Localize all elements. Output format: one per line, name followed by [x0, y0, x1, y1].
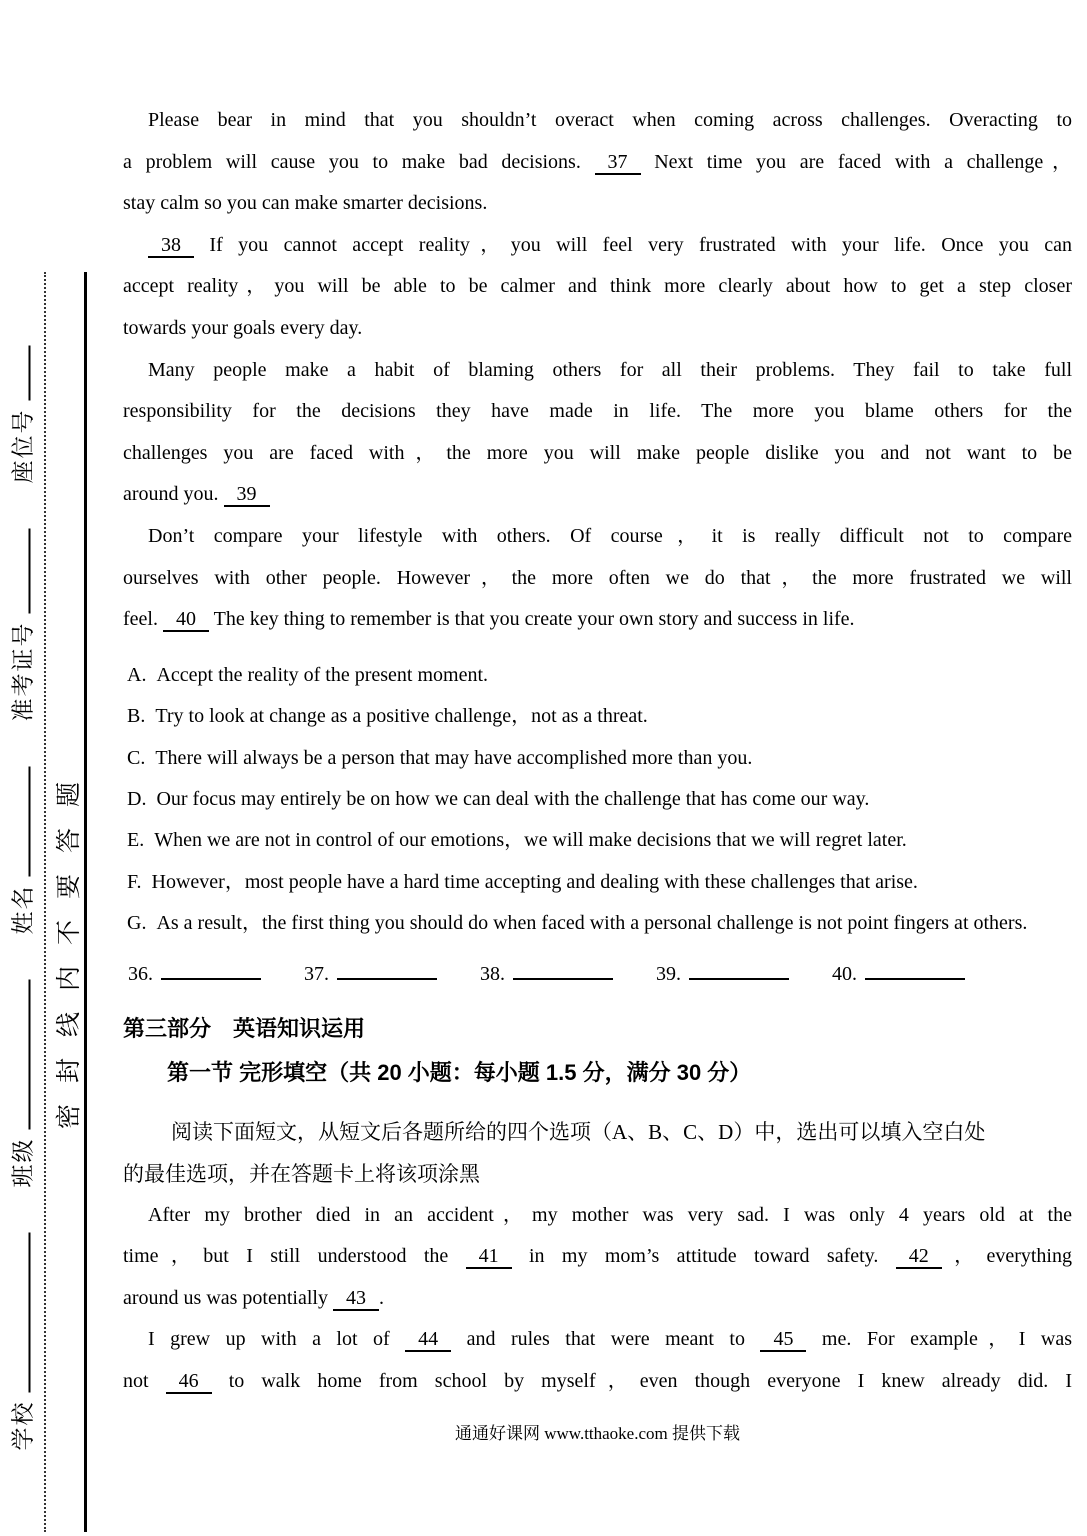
margin-field-label: 姓名 — [10, 884, 36, 935]
answer-rule — [161, 976, 261, 980]
student-info-fields — [5, 346, 35, 1451]
option-letter: B. — [127, 705, 146, 728]
inline-blank: 40 — [163, 608, 209, 632]
option-item — [123, 779, 1072, 820]
margin-field-label: 座位号 — [10, 408, 36, 484]
option-text: However，most people have a hard time accepting and dealing with these challenges that arise. — [151, 870, 918, 893]
answer-blank — [480, 963, 656, 986]
option-text: Try to look at change as a positive challenge，not as a threat. — [155, 705, 648, 728]
seal-solid-line — [84, 272, 87, 1532]
text-line: accept reality，you will be able to be calmer and think more clearly about how to get a step closer — [123, 275, 1072, 298]
text-line: feel. 40 The key thing to remember is that you create your own story and success in life. — [123, 608, 855, 631]
margin-field-blank — [27, 1233, 31, 1393]
seal-warning-text: 密封线内不要答题 — [56, 760, 83, 1129]
answer-number: 37. — [304, 962, 329, 985]
answer-blank — [656, 963, 832, 986]
option-letter: D. — [127, 787, 147, 810]
option-item — [123, 862, 1072, 903]
option-list — [123, 655, 1072, 945]
inline-blank: 37 — [595, 151, 641, 175]
main-content — [123, 100, 1072, 1403]
inline-blank: 45 — [760, 1328, 806, 1352]
answer-blank-row — [123, 963, 1072, 1005]
text-line: stay calm so you can make smarter decisions. — [123, 192, 488, 215]
answer-blank — [128, 963, 304, 986]
inline-blank: 39 — [224, 483, 270, 507]
margin-field — [5, 1233, 38, 1451]
margin-field-blank — [27, 767, 31, 877]
text-line: 的最佳选项，并在答题卡上将该项涂黑 — [123, 1161, 480, 1186]
margin-field-blank — [27, 346, 31, 401]
cloze-instructions — [123, 1111, 1072, 1195]
text-line: a problem will cause you to make bad decisions. 37 Next time you are faced with a challenge， — [123, 150, 1073, 173]
inline-blank: 38 — [148, 234, 194, 258]
option-letter: C. — [127, 746, 146, 769]
margin-field — [5, 529, 38, 722]
text-line: After my brother died in an accident，my mother was very sad. I was only 4 years old at the — [148, 1203, 1072, 1226]
text-line: around us was potentially 43 . — [123, 1286, 384, 1309]
cloze-passage — [123, 1195, 1072, 1403]
inline-blank: 41 — [466, 1245, 512, 1269]
text-line: I grew up with a lot of 44 and rules that were meant to 45 me. For example，I was — [148, 1328, 1072, 1351]
margin-field-blank — [27, 529, 31, 614]
seal-dashed-line — [44, 272, 46, 1532]
inline-blank: 44 — [405, 1328, 451, 1352]
answer-rule — [865, 976, 965, 980]
answer-number: 40. — [832, 962, 857, 985]
text-line: towards your goals every day. — [123, 316, 363, 339]
text-line: 38 If you cannot accept reality，you will feel very frustrated with your life. Once you can — [123, 225, 1072, 267]
answer-number: 36. — [128, 962, 153, 985]
option-item — [123, 696, 1072, 737]
answer-rule — [513, 976, 613, 980]
option-letter: A. — [127, 663, 147, 686]
inline-blank: 46 — [166, 1370, 212, 1394]
option-text: Accept the reality of the present moment. — [156, 663, 488, 686]
text-line: responsibility for the decisions they have made in life. The more you blame others for the — [123, 400, 1072, 423]
answer-number: 39. — [656, 962, 681, 985]
answer-number: 38. — [480, 962, 505, 985]
option-text: When we are not in control of our emotions，we will make decisions that we will regret later. — [154, 829, 907, 852]
margin-field-blank — [27, 980, 31, 1130]
option-item — [123, 903, 1072, 944]
inline-blank: 43 — [333, 1287, 379, 1311]
margin-field-label: 准考证号 — [10, 621, 36, 722]
option-text: As a result，the first thing you should do when faced with a personal challenge is not point fingers at others. — [156, 912, 1028, 935]
part3-title: 第三部分 英语知识运用 — [123, 1015, 366, 1041]
option-item — [123, 820, 1072, 861]
answer-rule — [337, 976, 437, 980]
option-letter: G. — [127, 912, 147, 935]
text-line: Please bear in mind that you shouldn’t overact when coming across challenges. Overacting to — [148, 109, 1072, 131]
option-text: Our focus may entirely be on how we can deal with the challenge that has come our way. — [156, 787, 870, 810]
option-letter: F. — [127, 870, 142, 893]
answer-blank — [832, 963, 1008, 986]
text-line: Many people make a habit of blaming others for all their problems. They fail to take full — [148, 358, 1072, 381]
inline-blank: 42 — [896, 1245, 942, 1269]
answer-rule — [689, 976, 789, 980]
text-line: ourselves with other people. However，the more often we do that，the more frustrated we will — [123, 566, 1072, 589]
text-line: around you. 39 — [123, 474, 1072, 516]
option-item — [123, 738, 1072, 779]
margin-field — [5, 980, 38, 1188]
reading-passage — [123, 100, 1072, 641]
margin-field — [5, 767, 38, 935]
text-line: Don’t compare your lifestyle with others. Of course，it is really difficult not to compare — [148, 524, 1072, 547]
footer-watermark: 通通好课网 www.tthaoke.com 提供下载 — [454, 1424, 741, 1443]
text-line: 阅读下面短文，从短文后各题所给的四个选项（A、B、C、D）中，选出可以填入空白处 — [171, 1119, 986, 1144]
text-line: time，but I still understood the 41 in my mom’s attitude toward safety. 42 ，everything — [123, 1245, 1072, 1268]
margin-field-label: 班级 — [10, 1137, 36, 1188]
option-letter: E. — [127, 829, 145, 852]
margin-field — [5, 346, 38, 484]
margin-field-label: 学校 — [10, 1400, 36, 1451]
text-line: not 46 to walk home from school by myself，even though everyone I knew already did. I — [123, 1369, 1072, 1392]
option-item — [123, 655, 1072, 696]
text-line: challenges you are faced with，the more you will make people dislike you and not want to be — [123, 441, 1072, 464]
option-text: There will always be a person that may have accomplished more than you. — [155, 746, 753, 769]
section1-title: 第一节 完形填空（共 20 小题：每小题 1.5 分，满分 30 分） — [167, 1059, 752, 1085]
answer-blank — [304, 963, 480, 986]
